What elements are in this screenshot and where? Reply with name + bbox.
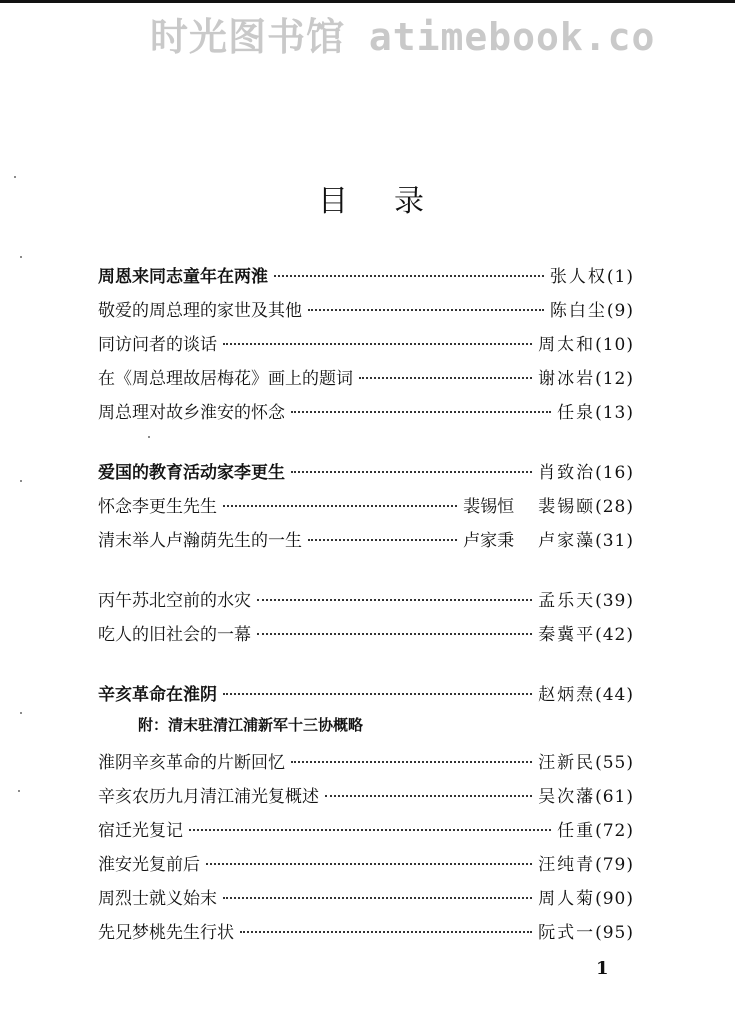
scan-speck bbox=[14, 176, 16, 178]
entry-title: 周烈士就义始末 bbox=[98, 889, 217, 909]
dot-leader bbox=[240, 931, 532, 933]
dot-leader bbox=[223, 505, 457, 507]
entry-page: (79) bbox=[595, 855, 634, 875]
entry-page: (16) bbox=[595, 463, 634, 483]
entry-author: 陈白尘 bbox=[549, 301, 607, 321]
entry-author: 任重 bbox=[557, 821, 596, 841]
toc-entry[interactable] bbox=[98, 586, 634, 620]
dot-leader bbox=[308, 309, 544, 311]
entry-author: 卢家藻 bbox=[538, 531, 596, 551]
entry-author: 孟乐天 bbox=[538, 591, 596, 611]
entry-author: 汪新民 bbox=[538, 753, 596, 773]
toc-entry[interactable] bbox=[98, 262, 634, 296]
entry-page: (95) bbox=[595, 923, 634, 943]
entry-title: 敬爱的周总理的家世及其他 bbox=[98, 301, 302, 321]
top-border-line bbox=[0, 0, 735, 3]
appendix-note: 附：清末驻清江浦新军十三协概略 bbox=[138, 716, 364, 734]
toc-entry[interactable] bbox=[98, 526, 634, 560]
entry-author: 谢冰岩 bbox=[538, 369, 596, 389]
entry-page: (55) bbox=[595, 753, 634, 773]
scan-speck bbox=[20, 256, 22, 258]
entry-page: (1) bbox=[606, 267, 634, 287]
entry-author: 吴次藩 bbox=[538, 787, 596, 807]
entry-page: (44) bbox=[595, 685, 634, 705]
dot-leader bbox=[223, 693, 532, 695]
entry-title: 吃人的旧社会的一幕 bbox=[98, 625, 251, 645]
toc-entry[interactable] bbox=[98, 458, 634, 492]
dot-leader bbox=[223, 897, 532, 899]
entry-title: 怀念李更生先生 bbox=[98, 497, 217, 517]
dot-leader bbox=[257, 599, 532, 601]
entry-author: 张人权 bbox=[549, 267, 607, 287]
entry-page: (9) bbox=[606, 301, 634, 321]
entry-page: (61) bbox=[595, 787, 634, 807]
entry-page: (12) bbox=[595, 369, 634, 389]
toc-entry[interactable] bbox=[98, 330, 634, 364]
entry-page: (39) bbox=[595, 591, 634, 611]
entry-title: 宿迁光复记 bbox=[98, 821, 183, 841]
scan-speck bbox=[20, 480, 22, 482]
entry-author: 秦冀平 bbox=[538, 625, 596, 645]
dot-leader bbox=[291, 471, 532, 473]
toc-entry[interactable] bbox=[98, 680, 634, 714]
entry-page: (42) bbox=[595, 625, 634, 645]
dot-leader bbox=[189, 829, 551, 831]
entry-title: 同访问者的谈话 bbox=[98, 335, 217, 355]
toc-entry[interactable] bbox=[98, 782, 634, 816]
entry-author: 赵炳焘 bbox=[538, 685, 596, 705]
dot-leader bbox=[291, 761, 532, 763]
page-number: 1 bbox=[596, 958, 609, 979]
entry-title: 周恩来同志童年在两淮 bbox=[98, 267, 268, 287]
entry-page: (13) bbox=[595, 403, 634, 423]
dot-leader bbox=[274, 275, 544, 277]
dot-leader bbox=[223, 343, 532, 345]
dot-leader bbox=[325, 795, 532, 797]
toc-entry[interactable] bbox=[98, 398, 634, 432]
dot-leader bbox=[308, 539, 457, 541]
table-of-contents bbox=[98, 262, 634, 952]
entry-author: 任泉 bbox=[557, 403, 596, 423]
entry-title: 清末举人卢瀚荫先生的一生 bbox=[98, 531, 302, 551]
entry-author: 周人菊 bbox=[538, 889, 596, 909]
toc-entry[interactable] bbox=[98, 492, 634, 526]
dot-leader bbox=[291, 411, 551, 413]
toc-entry[interactable] bbox=[98, 296, 634, 330]
toc-entry[interactable] bbox=[98, 884, 634, 918]
entry-page: (10) bbox=[595, 335, 634, 355]
dot-leader bbox=[359, 377, 532, 379]
entry-co-author: 裴锡恒 bbox=[463, 497, 515, 517]
toc-entry[interactable] bbox=[98, 364, 634, 398]
entry-page: (31) bbox=[595, 531, 634, 551]
entry-page: (28) bbox=[595, 497, 634, 517]
entry-author: 周太和 bbox=[538, 335, 596, 355]
entry-page: (90) bbox=[595, 889, 634, 909]
entry-title: 爱国的教育活动家李更生 bbox=[98, 463, 285, 483]
entry-author: 汪纯青 bbox=[538, 855, 596, 875]
entry-title: 周总理对故乡淮安的怀念 bbox=[98, 403, 285, 423]
entry-title: 辛亥农历九月清江浦光复概述 bbox=[98, 787, 319, 807]
toc-entry[interactable] bbox=[98, 620, 634, 654]
dot-leader bbox=[257, 633, 532, 635]
entry-title: 在《周总理故居梅花》画上的题词 bbox=[98, 369, 353, 389]
dot-leader bbox=[206, 863, 532, 865]
scan-speck bbox=[18, 790, 20, 792]
entry-page: (72) bbox=[595, 821, 634, 841]
entry-title: 淮安光复前后 bbox=[98, 855, 200, 875]
entry-title: 淮阴辛亥革命的片断回忆 bbox=[98, 753, 285, 773]
watermark: 时光图书馆 atimebook.co bbox=[150, 15, 656, 59]
toc-entry[interactable] bbox=[98, 918, 634, 952]
entry-author: 肖致治 bbox=[538, 463, 596, 483]
entry-author: 阮式一 bbox=[538, 923, 596, 943]
entry-title: 丙午苏北空前的水灾 bbox=[98, 591, 251, 611]
scan-speck bbox=[20, 712, 22, 714]
page-title: 目录 bbox=[318, 184, 470, 219]
entry-title: 辛亥革命在淮阴 bbox=[98, 685, 217, 705]
entry-author: 裴锡颐 bbox=[538, 497, 596, 517]
toc-entry[interactable] bbox=[98, 748, 634, 782]
entry-title: 先兄梦桃先生行状 bbox=[98, 923, 234, 943]
scan-speck bbox=[148, 436, 150, 438]
toc-entry[interactable] bbox=[98, 850, 634, 884]
entry-co-author: 卢家秉 bbox=[463, 531, 515, 551]
toc-entry[interactable] bbox=[98, 816, 634, 850]
